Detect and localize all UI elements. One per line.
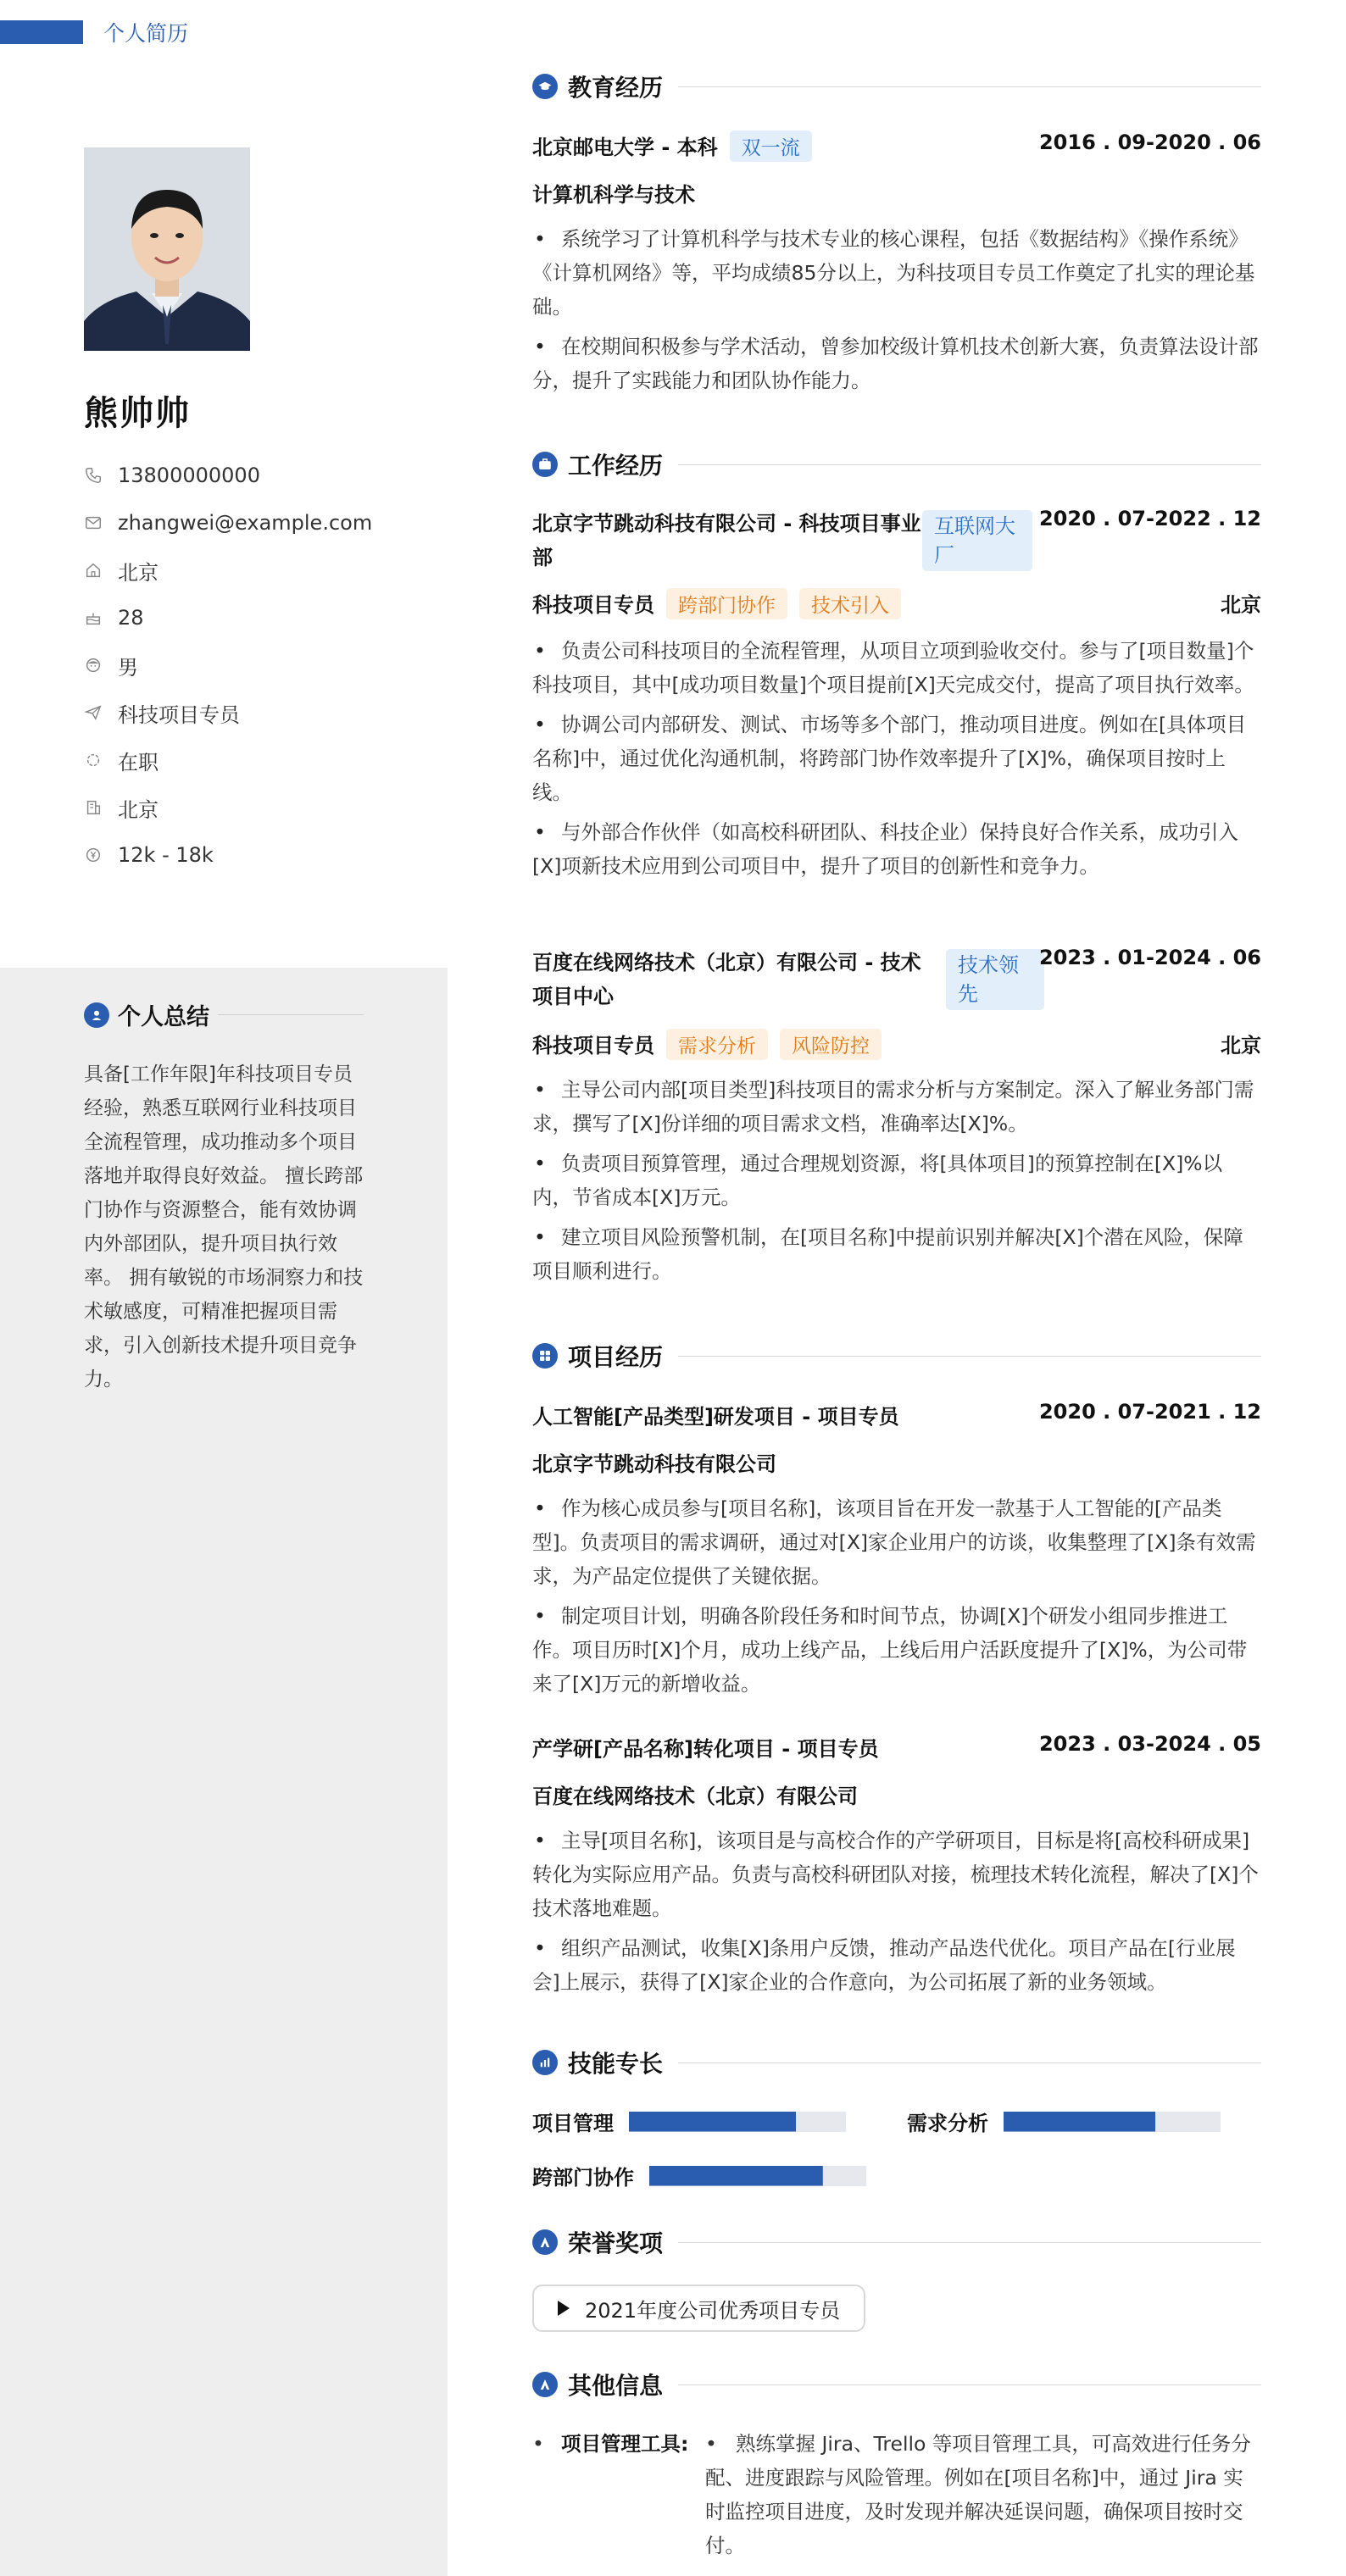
- summary-text: 具备[工作年限]年科技项目专员经验，熟悉互联网行业科技项目全流程管理，成功推动多个项目落地并取得良好效益。 擅长跨部门协作与资源整合，能有效协调内外部团队，提升项目执行效率。 拥有敏锐的市场洞察力和技术敏感度，可精准把握项目需求，引入创新技术提升项目竞争力。: [84, 1063, 364, 1391]
- school-tag: 双一流: [730, 130, 812, 162]
- skill-3-fill: [649, 2166, 823, 2186]
- other-label: 项目管理工具:: [561, 2432, 689, 2456]
- education-date: 2016 . 09-2020 . 06: [1038, 130, 1261, 154]
- project-2-header: [532, 1732, 1261, 1762]
- list-item: • 作为核心成员参与[项目名称]，该项目旨在开发一款基于人工智能的[产品类型]。负责项目的需求调研，通过对[X]家企业用户的访谈，收集整理了[X]条有效需求，为产品定位提供了关键依据。: [532, 1491, 1261, 1593]
- job-1-company: 北京字节跳动科技有限公司 - 科技项目事业部: [532, 512, 921, 569]
- home-icon: [84, 561, 103, 580]
- education-divider: [678, 86, 1261, 87]
- job-1-city: 北京: [1221, 593, 1261, 617]
- briefcase-icon: [532, 452, 558, 477]
- play-icon: [558, 2301, 570, 2316]
- contact-gender-value: 男: [118, 655, 138, 680]
- project-2-name: 产学研[产品名称]转化项目 - 项目专员: [532, 1737, 879, 1761]
- bar-chart-icon: [532, 2050, 558, 2075]
- summary-divider: [218, 1014, 364, 1015]
- yen-icon: [84, 846, 103, 864]
- skill-2: [907, 2107, 1221, 2136]
- skill-1-fill: [629, 2112, 796, 2132]
- send-icon: [84, 703, 103, 722]
- project-1-bullets: [532, 1491, 1261, 1707]
- job-2-date: 2023 . 01-2024 . 06: [1038, 946, 1261, 969]
- education-title: 教育经历: [568, 74, 664, 102]
- contact-email-value: zhangwei@example.com: [118, 511, 373, 535]
- project-1-name: 人工智能[产品类型]研发项目 - 项目专员: [532, 1405, 899, 1429]
- contact-position: [84, 689, 372, 736]
- grid-icon: [532, 1343, 558, 1368]
- list-item: • 主导[项目名称]，该项目是与高校合作的产学研项目，目标是将[高校科研成果]转化为实际应用产品。负责与高校科研团队对接，梳理技术转化流程，解决了[X]个技术落地难题。: [532, 1824, 1261, 1925]
- job-1-tag: 互联网大厂: [922, 510, 1032, 571]
- job-2-role: 科技项目专员: [532, 1034, 654, 1058]
- job-2-tag-a: 需求分析: [666, 1029, 768, 1060]
- list-item: • 建立项目风险预警机制，在[项目名称]中提前识别并解决[X]个潜在风险，保障项目顺利进行。: [532, 1220, 1261, 1288]
- skill-3-name: 跨部门协作: [532, 2166, 634, 2190]
- job-1-tag-a: 跨部门协作: [666, 588, 787, 619]
- contact-location-value: 北京: [118, 560, 159, 585]
- contact-position-value: 科技项目专员: [118, 702, 240, 727]
- contact-salary: [84, 831, 372, 879]
- user-icon: [84, 1002, 109, 1028]
- resume-title: 个人简历: [103, 21, 189, 46]
- other-divider: [678, 2384, 1261, 2385]
- honors-heading: [532, 2225, 1261, 2259]
- header-accent-bar: [0, 20, 83, 44]
- education-heading: [532, 69, 1261, 103]
- status-icon: [84, 751, 103, 769]
- projects-title: 项目经历: [568, 1343, 664, 1371]
- skills-divider: [678, 2062, 1261, 2063]
- building-icon: [84, 798, 103, 817]
- skill-2-name: 需求分析: [907, 2112, 988, 2135]
- job-2-tag-b: 风险防控: [780, 1029, 882, 1060]
- honor-item-label: 2021年度公司优秀项目专员: [585, 2298, 841, 2323]
- education-entry: [532, 130, 1261, 162]
- candidate-name: 熊帅帅: [84, 394, 191, 433]
- list-item: • 主导公司内部[项目类型]科技项目的需求分析与方案制定。深入了解业务部门需求，撰写了[X]份详细的项目需求文档，准确率达[X]%。: [532, 1073, 1261, 1141]
- list-item: • 协调公司内部研发、测试、市场等多个部门，推动项目进度。例如在[具体项目名称]中，通过优化沟通机制，将跨部门协作效率提升了[X]%，确保项目按时上线。: [532, 708, 1261, 809]
- phone-icon: [84, 466, 103, 485]
- summary-heading: [84, 998, 364, 1031]
- education-bullets: [532, 222, 1261, 403]
- award-icon: [532, 2229, 558, 2255]
- job-2-role-row: [532, 1029, 1261, 1060]
- list-item: • 制定项目计划，明确各阶段任务和时间节点，协调[X]个研发小组同步推进工作。项目历时[X]个月，成功上线产品，上线后用户活跃度提升了[X]%，为公司带来了[X]万元的新增收益。: [532, 1599, 1261, 1701]
- other-sub-bullet: •: [705, 2432, 717, 2456]
- job-2-tag: 技术领先: [946, 949, 1044, 1010]
- projects-heading: [532, 1339, 1261, 1373]
- skill-2-fill: [1004, 2112, 1155, 2132]
- contact-city: [84, 784, 372, 831]
- projects-divider: [678, 1356, 1261, 1357]
- contact-phone-value: 13800000000: [118, 464, 260, 487]
- skills-title: 技能专长: [568, 2050, 664, 2078]
- contact-phone: [84, 452, 372, 499]
- contact-status-value: 在职: [118, 750, 159, 774]
- other-bullet: •: [532, 2432, 544, 2456]
- summary-title: 个人总结: [118, 1004, 209, 1030]
- project-2-date: 2023 . 03-2024 . 05: [1038, 1732, 1261, 1756]
- job-1-role: 科技项目专员: [532, 593, 654, 617]
- skill-3: [532, 2161, 866, 2190]
- skill-1: [532, 2107, 846, 2136]
- job-1-tag-b: 技术引入: [799, 588, 901, 619]
- skill-1-name: 项目管理: [532, 2112, 614, 2135]
- job-2-company: 百度在线网络技术（北京）有限公司 - 技术项目中心: [532, 951, 921, 1008]
- contact-city-value: 北京: [118, 797, 159, 822]
- skill-3-bar: [649, 2166, 866, 2186]
- info-icon: [532, 2372, 558, 2397]
- skills-heading: [532, 2046, 1261, 2079]
- list-item: • 与外部合作伙伴（如高校科研团队、科技企业）保持良好合作关系，成功引入[X]项新技术应用到公司项目中，提升了项目的创新性和竞争力。: [532, 815, 1261, 883]
- school-name: 北京邮电大学 - 本科: [532, 136, 718, 159]
- project-1-org: 北京字节跳动科技有限公司: [532, 1452, 776, 1476]
- job-1-date: 2020 . 07-2022 . 12: [1038, 507, 1261, 530]
- contact-location: [84, 547, 372, 594]
- contact-email: [84, 499, 372, 547]
- job-1-bullets: [532, 634, 1261, 889]
- list-item: • 在校期间积极参与学术活动，曾参加校级计算机技术创新大赛，负责算法设计部分，提升了实践能力和团队协作能力。: [532, 330, 1261, 397]
- work-title: 工作经历: [568, 452, 664, 480]
- project-2-org: 百度在线网络技术（北京）有限公司: [532, 1785, 858, 1808]
- work-heading: [532, 447, 1261, 481]
- contact-age: [84, 594, 372, 641]
- job-1-role-row: [532, 588, 1261, 619]
- graduation-cap-icon: [532, 74, 558, 99]
- work-divider: [678, 464, 1261, 465]
- job-2-bullets: [532, 1073, 1261, 1294]
- honor-item[interactable]: [532, 2285, 865, 2332]
- contact-list: [84, 452, 372, 879]
- other-text: 熟练掌握 Jira、Trello 等项目管理工具，可高效进行任务分配、进度跟踪与风险管理。例如在[项目名称]中，通过 Jira 实时监控项目进度，及时发现并解决延误问题，确保项目按时交付。: [705, 2432, 1251, 2557]
- contact-salary-value: 12k - 18k: [118, 843, 214, 867]
- honors-title: 荣誉奖项: [568, 2229, 664, 2257]
- project-2-bullets: [532, 1824, 1261, 2005]
- list-item: • 系统学习了计算机科学与技术专业的核心课程，包括《数据结构》《操作系统》《计算机网络》等，平均成绩85分以上，为科技项目专员工作奠定了扎实的理论基础。: [532, 222, 1261, 324]
- cake-icon: [84, 608, 103, 627]
- skill-1-bar: [629, 2112, 846, 2132]
- mail-icon: [84, 514, 103, 532]
- list-item: • 组织产品测试，收集[X]条用户反馈，推动产品迭代优化。项目产品在[行业展会]上展示，获得了[X]家企业的合作意向，为公司拓展了新的业务领域。: [532, 1931, 1261, 1999]
- other-title: 其他信息: [568, 2372, 664, 2400]
- education-major: 计算机科学与技术: [532, 183, 695, 207]
- avatar: [84, 147, 250, 351]
- skill-2-bar: [1004, 2112, 1221, 2132]
- honors-divider: [678, 2242, 1261, 2243]
- gender-icon: [84, 656, 103, 675]
- contact-age-value: 28: [118, 606, 144, 630]
- other-heading: [532, 2368, 1261, 2401]
- contact-gender: [84, 641, 372, 689]
- list-item: • 负责公司科技项目的全流程管理，从项目立项到验收交付。参与了[项目数量]个科技项目，其中[成功项目数量]个项目提前[X]天完成交付，提高了项目执行效率。: [532, 634, 1261, 702]
- list-item: • 负责项目预算管理，通过合理规划资源，将[具体项目]的预算控制在[X]%以内，节省成本[X]万元。: [532, 1146, 1261, 1214]
- contact-status: [84, 736, 372, 784]
- project-1-date: 2020 . 07-2021 . 12: [1038, 1400, 1261, 1424]
- project-1-header: [532, 1400, 1261, 1430]
- job-2-city: 北京: [1221, 1034, 1261, 1058]
